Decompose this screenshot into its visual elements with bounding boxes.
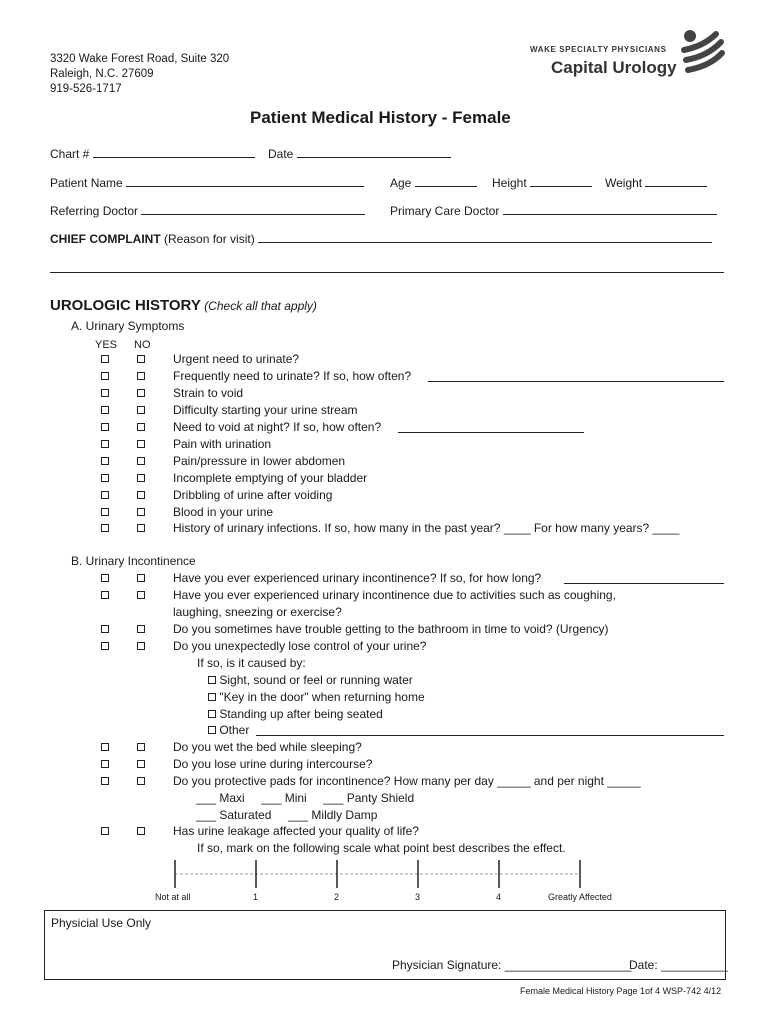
chart-field[interactable]: Chart #: [50, 146, 255, 161]
cause-checkbox[interactable]: [208, 676, 216, 684]
question-text: Has urine leakage affected your quality of life?: [173, 824, 419, 838]
page-footer: Female Medical History Page 1of 4 WSP-742 4/12: [520, 986, 722, 996]
no-column-label: NO: [134, 339, 151, 351]
scale-label-3: 3: [415, 892, 421, 902]
yes-checkbox[interactable]: [101, 372, 109, 380]
yes-checkbox[interactable]: [101, 777, 109, 785]
question-text: Do you wet the bed while sleeping?: [173, 740, 362, 754]
question-text: Do you unexpectedly lose control of your urine?: [173, 639, 427, 653]
no-checkbox[interactable]: [137, 827, 145, 835]
question-text: Have you ever experienced urinary incontinence due to activities such as coughing,: [173, 588, 616, 602]
no-checkbox[interactable]: [137, 457, 145, 465]
symptom-text: Need to void at night? If so, how often?: [173, 420, 382, 434]
phone-number: 919-526-1717: [50, 83, 122, 95]
incontinence-duration-line[interactable]: [564, 572, 724, 584]
yes-checkbox[interactable]: [101, 474, 109, 482]
logo-subtitle: WAKE SPECIALTY PHYSICIANS: [530, 45, 667, 54]
quality-of-life-scale[interactable]: [150, 858, 600, 890]
logo-icon: [676, 28, 726, 80]
no-checkbox[interactable]: [137, 372, 145, 380]
cause-option: "Key in the door" when returning home: [208, 690, 425, 704]
no-checkbox[interactable]: [137, 777, 145, 785]
other-cause-line[interactable]: [256, 724, 724, 736]
no-checkbox[interactable]: [137, 491, 145, 499]
no-checkbox[interactable]: [137, 524, 145, 532]
address-line1: 3320 Wake Forest Road, Suite 320: [50, 53, 230, 65]
no-checkbox[interactable]: [137, 642, 145, 650]
no-checkbox[interactable]: [137, 591, 145, 599]
no-checkbox[interactable]: [137, 389, 145, 397]
yes-checkbox[interactable]: [101, 440, 109, 448]
symptom-text: Incomplete emptying of your bladder: [173, 471, 368, 485]
physician-date-field[interactable]: Date: __________: [629, 958, 728, 972]
no-checkbox[interactable]: [137, 760, 145, 768]
cause-subheading: If so, is it caused by:: [197, 656, 306, 670]
scale-label-1: 1: [253, 892, 259, 902]
question-text-continued: laughing, sneezing or exercise?: [173, 605, 342, 619]
primary-care-doctor-field[interactable]: Primary Care Doctor: [390, 203, 717, 218]
yes-checkbox[interactable]: [101, 406, 109, 414]
yes-checkbox[interactable]: [101, 423, 109, 431]
chief-complaint-line2[interactable]: [50, 272, 724, 273]
question-text: Do you lose urine during intercourse?: [173, 757, 373, 771]
yes-checkbox[interactable]: [101, 743, 109, 751]
yes-checkbox[interactable]: [101, 508, 109, 516]
yes-checkbox[interactable]: [101, 827, 109, 835]
symptom-text: Strain to void: [173, 386, 244, 400]
symptom-text: Dribbling of urine after voiding: [173, 488, 333, 502]
symptom-text: Urgent need to urinate?: [173, 352, 300, 366]
date-field[interactable]: Date: [268, 146, 451, 161]
scale-instruction: If so, mark on the following scale what point best describes the effect.: [197, 841, 566, 855]
no-checkbox[interactable]: [137, 474, 145, 482]
yes-checkbox[interactable]: [101, 760, 109, 768]
yes-checkbox[interactable]: [101, 625, 109, 633]
cause-checkbox[interactable]: [208, 710, 216, 718]
no-checkbox[interactable]: [137, 355, 145, 363]
symptom-text: Pain with urination: [173, 437, 272, 451]
section-a-heading: A. Urinary Symptoms: [71, 319, 185, 333]
yes-checkbox[interactable]: [101, 355, 109, 363]
chief-complaint-field[interactable]: CHIEF COMPLAINT (Reason for visit): [50, 231, 712, 246]
no-checkbox[interactable]: [137, 574, 145, 582]
referring-doctor-field[interactable]: Referring Doctor: [50, 203, 365, 218]
address-line2: Raleigh, N.C. 27609: [50, 68, 154, 80]
no-checkbox[interactable]: [137, 508, 145, 516]
yes-checkbox[interactable]: [101, 574, 109, 582]
cause-checkbox[interactable]: [208, 693, 216, 701]
yes-column-label: YES: [95, 339, 118, 351]
urologic-history-heading: UROLOGIC HISTORY (Check all that apply): [50, 297, 317, 314]
section-b-heading: B. Urinary Incontinence: [71, 554, 196, 568]
scale-label-not-at-all: Not at all: [155, 892, 191, 902]
scale-label-2: 2: [334, 892, 340, 902]
yes-checkbox[interactable]: [101, 491, 109, 499]
cause-option: Sight, sound or feel or running water: [208, 673, 413, 687]
cause-checkbox[interactable]: [208, 726, 216, 734]
yes-checkbox[interactable]: [101, 591, 109, 599]
symptom-text: Blood in your urine: [173, 505, 274, 519]
symptom-text: Pain/pressure in lower abdomen: [173, 454, 346, 468]
yes-checkbox[interactable]: [101, 389, 109, 397]
symptom-text: Frequently need to urinate? If so, how often?: [173, 369, 412, 383]
frequency-answer-line[interactable]: [428, 370, 724, 382]
question-text: Do you protective pads for incontinence? How many per day _____ and per night _____: [173, 774, 641, 788]
patient-name-field[interactable]: Patient Name: [50, 175, 364, 190]
page-title: Patient Medical History - Female: [250, 108, 511, 127]
cause-option: Other: [208, 723, 249, 737]
cause-option: Standing up after being seated: [208, 707, 383, 721]
symptom-text: Difficulty starting your urine stream: [173, 403, 358, 417]
yes-checkbox[interactable]: [101, 524, 109, 532]
pad-type-options[interactable]: ___ Maxi ___ Mini ___ Panty Shield: [196, 791, 415, 805]
no-checkbox[interactable]: [137, 440, 145, 448]
night-voiding-answer-line[interactable]: [398, 421, 584, 433]
yes-checkbox[interactable]: [101, 642, 109, 650]
physician-use-label: Physicial Use Only: [51, 916, 152, 930]
no-checkbox[interactable]: [137, 423, 145, 431]
symptom-text: History of urinary infections. If so, how many in the past year? ____ For how many years? ____: [173, 521, 680, 535]
yes-checkbox[interactable]: [101, 457, 109, 465]
logo-title: Capital Urology: [551, 58, 677, 77]
no-checkbox[interactable]: [137, 406, 145, 414]
physician-signature-field[interactable]: Physician Signature: ___________________: [392, 958, 632, 972]
pad-saturation-options[interactable]: ___ Saturated ___ Mildly Damp: [196, 808, 378, 822]
weight-field[interactable]: Weight: [605, 175, 707, 190]
age-field[interactable]: Age: [390, 175, 477, 190]
question-text: Have you ever experienced urinary incontinence? If so, for how long?: [173, 571, 542, 585]
no-checkbox[interactable]: [137, 743, 145, 751]
no-checkbox[interactable]: [137, 625, 145, 633]
scale-label-4: 4: [496, 892, 502, 902]
scale-label-greatly-affected: Greatly Affected: [548, 892, 612, 902]
question-text: Do you sometimes have trouble getting to the bathroom in time to void? (Urgency): [173, 622, 609, 636]
height-field[interactable]: Height: [492, 175, 592, 190]
